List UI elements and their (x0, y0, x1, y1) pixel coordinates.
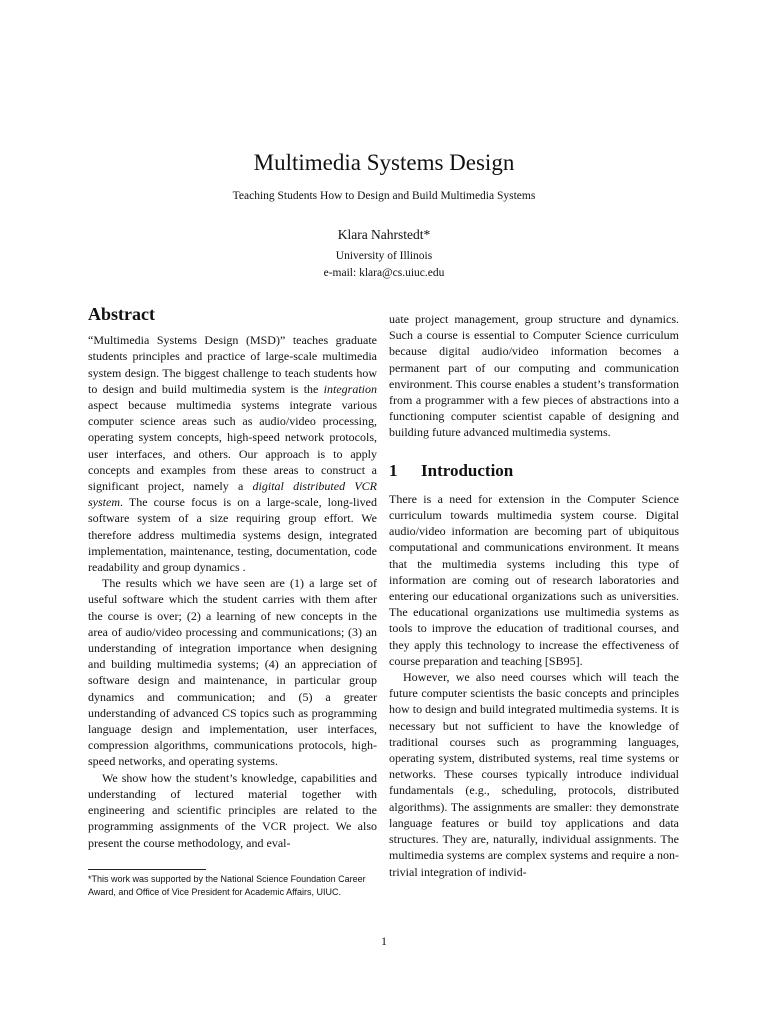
paper-subtitle: Teaching Students How to Design and Build Multimedia Systems (232, 190, 536, 202)
abstract-paragraph-1 (88, 332, 377, 575)
introduction-heading (389, 460, 679, 480)
author-affiliation-block (0, 248, 768, 282)
section-number: 1 (389, 460, 398, 480)
abstract-text-c: . The course focus is on a large-scale, long-lived software system of a size requiring group effort. We therefore address multimedia systems design, integrated implementation, maintenance, testing, documentation, code readability and group dynamics . (88, 495, 377, 575)
page-number: 1 (381, 934, 387, 948)
footnote-rule (88, 869, 206, 870)
left-column (88, 306, 377, 851)
author-name: Klara Nahrstedt* (337, 227, 431, 242)
abstract-heading: Abstract (88, 304, 155, 324)
introduction-paragraph-2: However, we also need courses which will teach the future computer scientists the basic concepts and principles how to design and build integrated multimedia systems. It is necessary but not sufficient to have the knowledge of traditional courses such as programming languages, operating system, distributed systems, real time systems or networks. These courses typically introduce individual fundamentals (e.g., scheduling, protocols, distributed algorithms). The assignments are smaller: they demonstrate language features or build toy applications and data structures. They are, naturally, individual assignments. The multimedia systems are complex systems and require a non-trivial integration of individ- (389, 670, 679, 879)
abstract-emphasis-integration: integration (323, 381, 377, 396)
section-title: Introduction (421, 460, 514, 480)
abstract-emphasis-vcr: digital distributed VCR system (88, 479, 377, 510)
right-column (389, 311, 679, 880)
abstract-paragraph-3-continued: uate project management, group structure and dynamics. Such a course is essential to Computer Science curriculum because digital audio/video information becomes a permanent part of our computing and communication environment. This course enables a student’s transformation from a programmer with a few pieces of abstractions into a functioning computer scientist capable of designing and building future advanced multimedia systems. (389, 312, 679, 440)
affiliation: University of Illinois (335, 250, 433, 262)
abstract-paragraph-2: The results which we have seen are (1) a large set of useful software which the student carries with them after the course is over; (2) a learning of new concepts in the area of audio/video processing and communications; (3) an understanding of integration importance when designing and building multimedia systems; (4) an appreciation of software design and maintenance, in particular group dynamics and communication; and (5) a greater understanding of advanced CS topics such as programming language design and implementation, user interfaces, compression algorithms, communications protocols, high-speed networks, and operating systems. (88, 576, 377, 769)
abstract-text-b: aspect because multimedia systems integrate various computer science areas such as audio/video processing, operating system concepts, high-speed network protocols, user interfaces, and others. Our approach is to apply concepts and examples from these areas to construct a significant project, namely a (88, 398, 377, 494)
introduction-paragraph-1: There is a need for extension in the Computer Science curriculum towards multimedia system course. Digital audio/video information are becoming part of ubiquitous computational and communications environment. It means that the multimedia systems including this type of information are coming out of research laboratories and entering our educational organizations such as universities. The educational organizations use multimedia systems as tools to improve the education of traditional courses, and they apply this technology to increase the effectiveness of course preparation and teaching [SB95]. (389, 491, 679, 668)
email: e-mail: klara@cs.uiuc.edu (323, 267, 445, 279)
paper-title: Multimedia Systems Design (253, 150, 515, 175)
abstract-paragraph-3: We show how the student’s knowledge, capabilities and understanding of lectured material together with engineering and scientific principles are related to the programming assignments of the VCR project. We also present the course methodology, and eval- (88, 770, 377, 850)
abstract-text-a: “Multimedia Systems Design (MSD)” teaches graduate students principles and practice of large-scale multimedia system design. The biggest challenge to teach students how to design and build multimedia system is the (88, 333, 377, 396)
footnote: *This work was supported by the National Science Foundation Career Award, and Office of Vice President for Academic Affairs, UIUC. (88, 874, 366, 897)
